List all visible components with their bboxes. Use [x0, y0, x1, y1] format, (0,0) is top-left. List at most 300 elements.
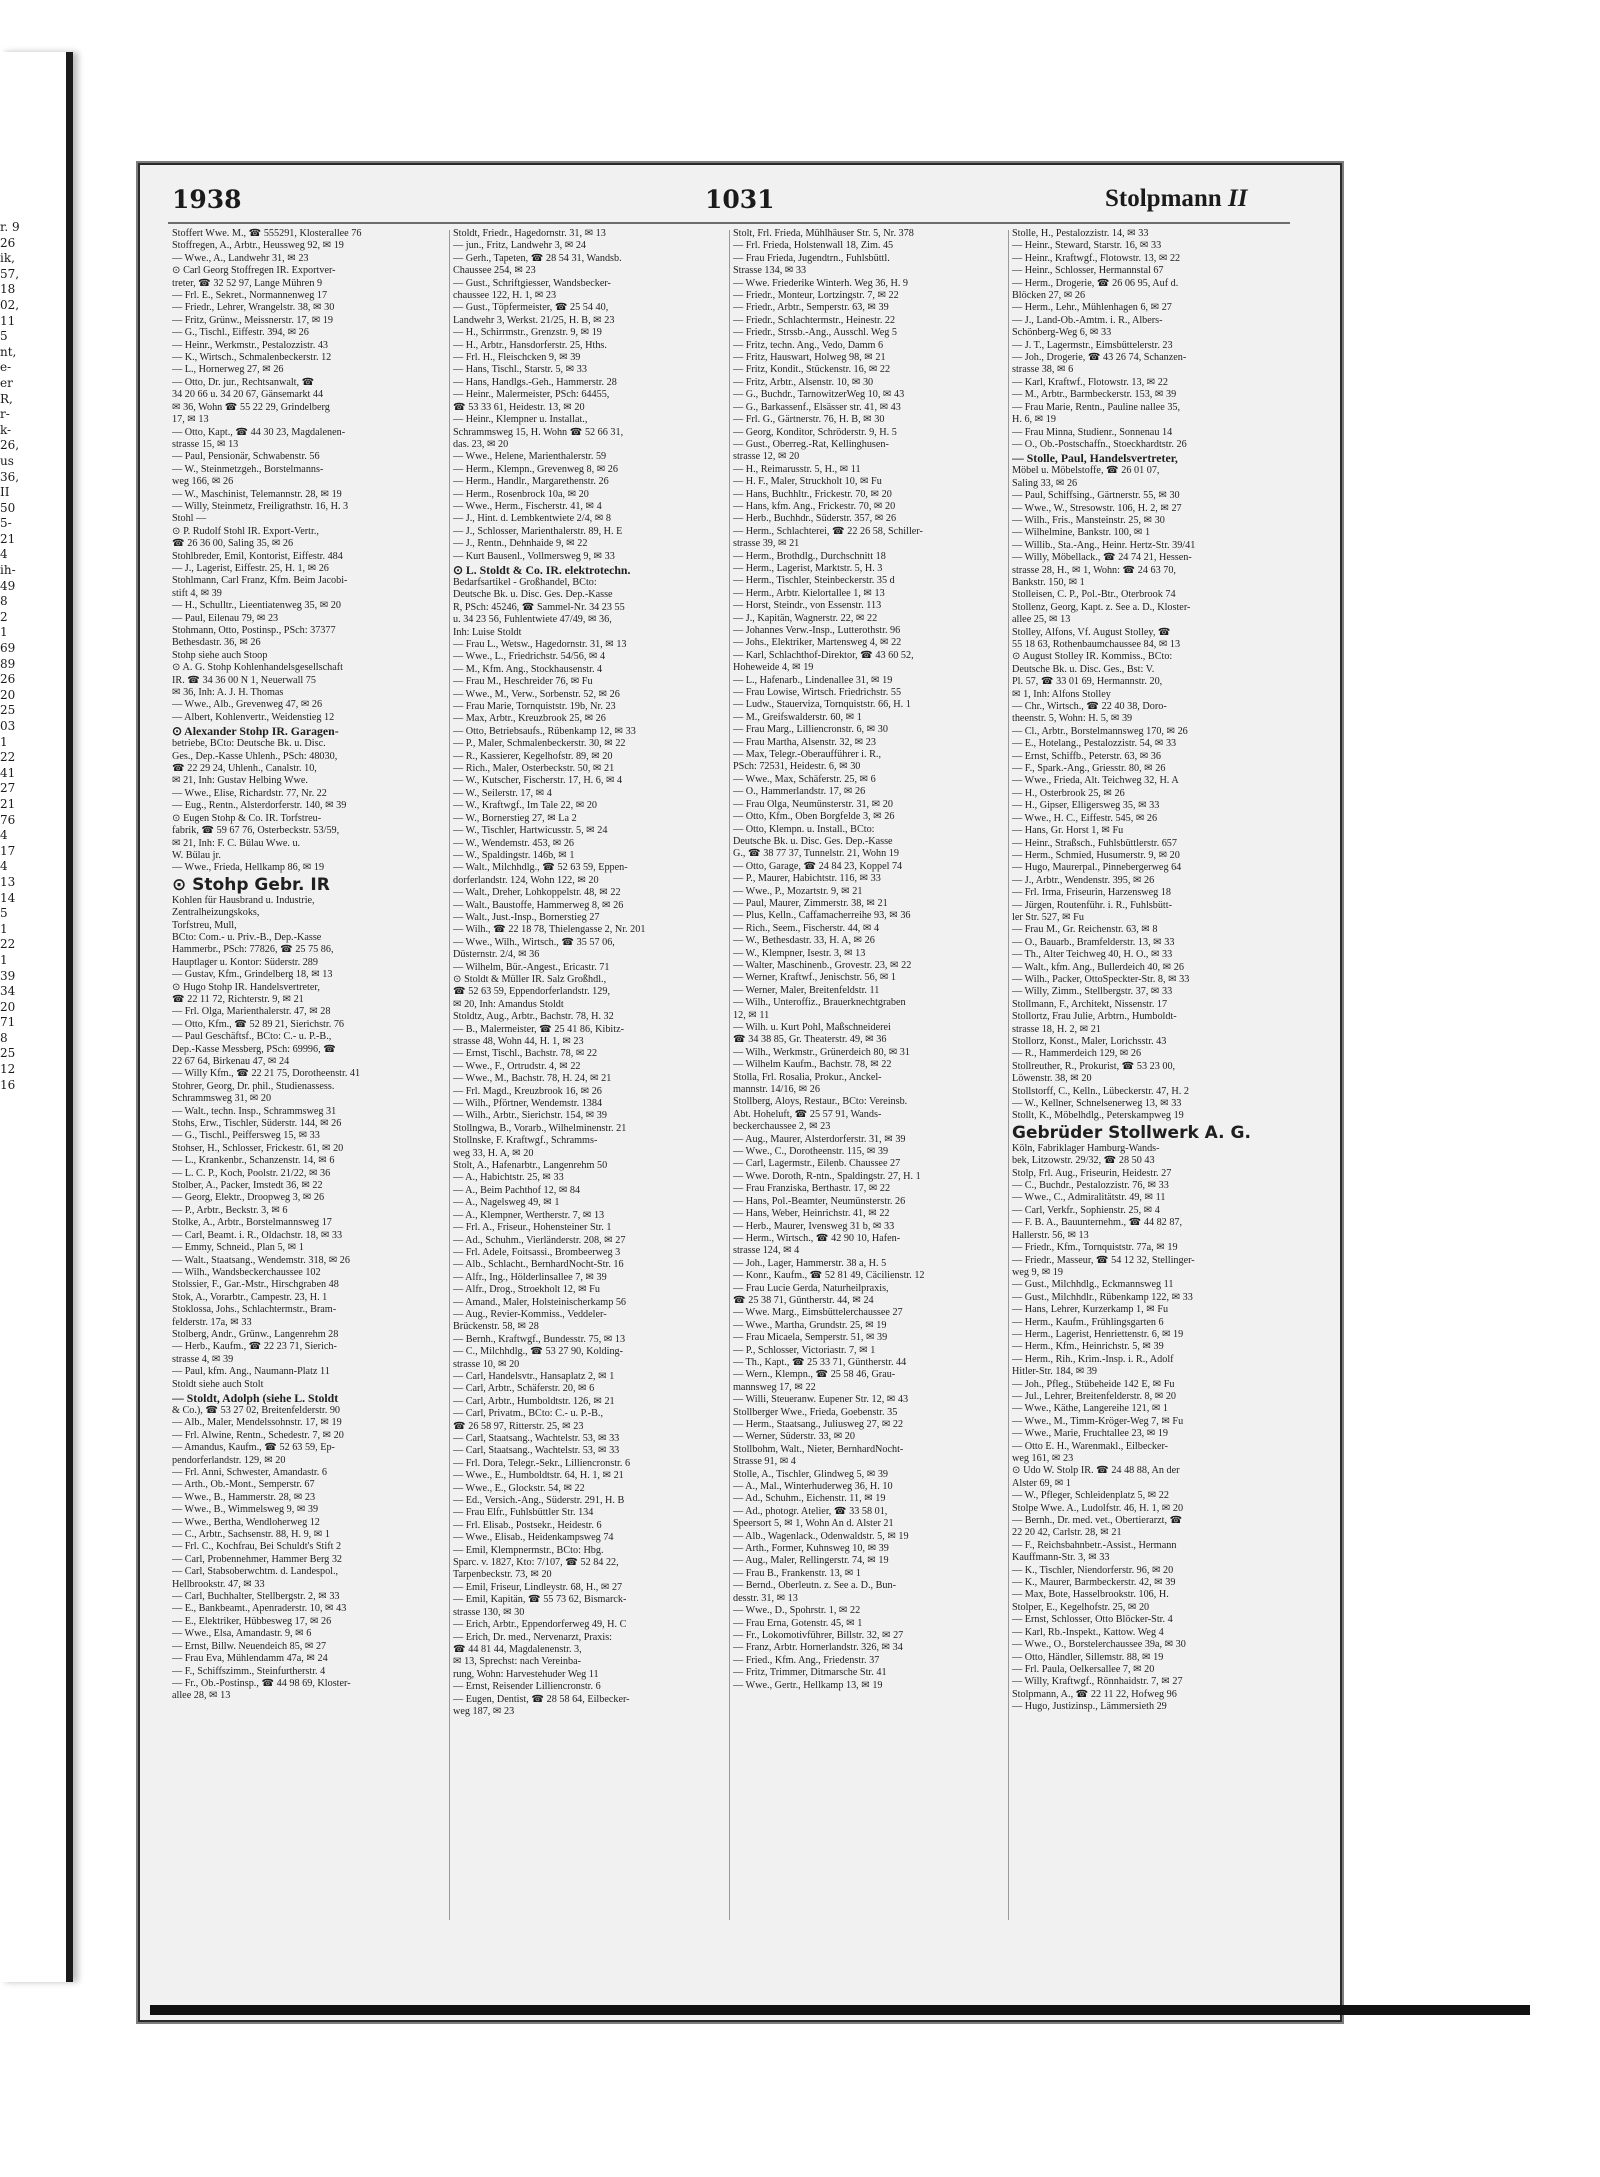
directory-entry: — Max, Telegr.-Oberaufführer i. R., — [733, 749, 882, 761]
previous-page-fragment: 41 — [0, 765, 16, 780]
previous-page-fragment: R, — [0, 391, 13, 406]
directory-entry: — Paul, kfm. Ang., Naumann-Platz 11 — [172, 1366, 330, 1378]
directory-entry: — Wwe., W., Stresowstr. 106, H. 2, ✉ 27 — [1012, 502, 1182, 514]
directory-entry: — Heinr., Kraftwgf., Flotowstr. 13, ✉ 22 — [1012, 252, 1181, 264]
directory-entry: — Carl, Privatm., BCto: C.- u. P.-B., — [453, 1408, 603, 1420]
directory-entry: — Herm., Drogerie, ☎ 26 06 95, Auf d. — [1012, 277, 1179, 289]
directory-entry: — Wwe., Helene, Marienthalerstr. 59 — [453, 451, 607, 463]
directory-entry: — Frau M., Gr. Reichenstr. 63, ✉ 8 — [1012, 924, 1158, 936]
directory-entry: Stolpe Wwe. A., Ludolfstr. 46, H. 1, ✉ 20 — [1012, 1502, 1184, 1514]
previous-page-fragment: 17 — [0, 843, 16, 858]
directory-entry: — E., Elektriker, Hübbesweg 17, ✉ 26 — [172, 1615, 332, 1627]
directory-entry: Stolle, H., Pestalozzistr. 14, ✉ 33 — [1012, 228, 1149, 239]
directory-entry: — Hans, Pol.-Beamter, Neumünsterstr. 26 — [733, 1195, 906, 1207]
directory-entry: — Wwe., B., Hammerstr. 28, ✉ 23 — [172, 1491, 316, 1503]
page-header — [170, 185, 1600, 225]
directory-entry: — J., Schlosser, Marienthalerstr. 89, H. E — [453, 525, 623, 537]
previous-page-fragment: 89 — [0, 656, 16, 671]
directory-entry: — Frau Minna, Studienr., Sonnenau 14 — [1012, 426, 1173, 438]
directory-entry: — Amand., Maler, Holsteinischerkamp 56 — [453, 1296, 627, 1308]
directory-entry: — Joh., Drogerie, ☎ 43 26 74, Schanzen- — [1012, 352, 1187, 364]
directory-entry: Stohp siehe auch Stoop — [172, 649, 268, 661]
directory-entry: — J., Lagerist, Eiffestr. 25, H. 1, ✉ 26 — [172, 562, 329, 574]
directory-entry: — A., Mal., Winterhuderweg 36, H. 10 — [733, 1481, 893, 1493]
directory-entry: — Wwe., Herm., Fischerstr. 41, ✉ 4 — [453, 500, 602, 512]
directory-entry: — F., Schiffszimm., Steinfurtherstr. 4 — [172, 1665, 326, 1677]
directory-entry: — Walt., Dreher, Lohkoppelstr. 48, ✉ 22 — [453, 887, 621, 899]
directory-entry: fabrik, ☎ 59 67 76, Osterbeckstr. 53/59, — [172, 825, 340, 837]
directory-entry: — Emil, Kapitän, ☎ 55 73 62, Bismarck- — [453, 1594, 627, 1606]
directory-entry: Dep.-Kasse Messberg, PSch: 69996, ☎ — [172, 1043, 336, 1055]
directory-entry: — Joh., Lager, Hammerstr. 38 a, H. 5 — [733, 1257, 887, 1269]
directory-entry: — L., Hornerweg 27, ✉ 26 — [172, 364, 284, 376]
directory-entry: Stohlbreder, Emil, Kontorist, Eiffestr. 484 — [172, 550, 343, 562]
directory-entry: Brückenstr. 58, ✉ 28 — [453, 1321, 539, 1333]
directory-entry: Löwenstr. 38, ✉ 20 — [1012, 1073, 1092, 1085]
directory-entry: — Wilhelmine, Bankstr. 100, ✉ 1 — [1012, 527, 1151, 539]
directory-entry: — Wilh., Packer, OttoSpeckter-Str. 8, ✉ 33 — [1012, 973, 1190, 985]
directory-entry: — Wwe., Elise, Richardstr. 77, Nr. 22 — [172, 787, 327, 799]
directory-entry: — Frl. A., Friseur., Hohensteiner Str. 1 — [453, 1222, 612, 1234]
directory-entry: — Johs., Elektriker, Martensweg 4, ✉ 22 — [733, 637, 902, 649]
directory-entry: — Otto, Betriebsaufs., Rübenkamp 12, ✉ 33 — [453, 725, 636, 737]
directory-entry: Stohs, Erw., Tischler, Süderstr. 144, ✉ 26 — [172, 1118, 342, 1130]
directory-entry: Hitler-Str. 184, ✉ 39 — [1012, 1366, 1098, 1378]
directory-entry: G., ☎ 38 77 37, Tunnelstr. 21, Wohn 19 — [733, 848, 899, 860]
directory-entry: Stolper, E., Kegelhofstr. 25, ✉ 20 — [1012, 1601, 1150, 1613]
directory-entry: allee 25, ✉ 13 — [1012, 614, 1071, 626]
directory-entry: & Co.), ☎ 53 27 02, Breitenfelderstr. 90 — [172, 1404, 341, 1416]
directory-entry: Gebrüder Stollwerk A. G. — [1012, 1122, 1251, 1143]
directory-entry: ✉ 36, Inh: A. J. H. Thomas — [172, 687, 284, 699]
directory-entry: — Fritz, Arbtr., Alsenstr. 10, ✉ 30 — [733, 376, 874, 388]
directory-entry: Stollbohm, Walt., Nieter, BernhardNocht- — [733, 1443, 904, 1455]
directory-entry: — Frau Marie, Rentn., Pauline nallee 35, — [1012, 401, 1181, 413]
directory-entry: — Frau Lowise, Wirtsch. Friedrichstr. 55 — [733, 687, 902, 699]
directory-entry: — Rich., Maler, Osterbeckstr. 50, ✉ 21 — [453, 763, 615, 775]
directory-entry: — W., Kellner, Schnelsenerweg 13, ✉ 33 — [1012, 1098, 1182, 1110]
directory-entry: ⊙ Carl Georg Stoffregen IR. Exportver- — [172, 265, 336, 277]
directory-entry: Hoheweide 4, ✉ 19 — [733, 662, 814, 674]
directory-entry: — Hans, Gr. Horst 1, ✉ Fu — [1012, 825, 1124, 837]
directory-entry: H. 6, ✉ 19 — [1012, 414, 1056, 426]
directory-entry: — Fritz, Hauswart, Holweg 98, ✉ 21 — [733, 352, 886, 364]
directory-entry: strasse 39, ✉ 21 — [733, 538, 800, 550]
directory-entry: — Friedr., Lehrer, Wrangelstr. 38, ✉ 30 — [172, 302, 335, 314]
directory-entry: treter, ☎ 32 52 97, Lange Mühren 9 — [172, 277, 323, 289]
directory-entry: Hauptlager u. Kontor: Süderstr. 289 — [172, 956, 318, 968]
previous-page-fragment: 21 — [0, 531, 16, 546]
directory-entry: — M., Kfm. Ang., Stockhausenstr. 4 — [453, 663, 603, 675]
directory-entry: — R., Kassierer, Kegelhofstr. 89, ✉ 20 — [453, 750, 613, 762]
previous-page-fragment: ik, — [0, 251, 15, 266]
directory-entry: Stohrer, Georg, Dr. phil., Studienassess. — [172, 1080, 335, 1092]
directory-entry: — Max, Bote, Hasselbrookstr. 106, H. — [1012, 1589, 1169, 1601]
directory-entry: — Frau Martha, Alsenstr. 32, ✉ 23 — [733, 736, 876, 748]
directory-entry: — L. C. P., Koch, Poolstr. 21/22, ✉ 36 — [172, 1167, 331, 1179]
directory-entry: — J., Land-Ob.-Amtm. i. R., Albers- — [1012, 314, 1163, 326]
directory-entry: Alster 69, ✉ 1 — [1012, 1477, 1071, 1489]
directory-entry: — K., Tischler, Niendorferstr. 96, ✉ 20 — [1012, 1564, 1174, 1576]
previous-page-fragment: 8 — [0, 594, 8, 609]
directory-entry: strasse 18, H. 2, ✉ 21 — [1012, 1023, 1101, 1035]
directory-entry: — Ernst, Schlosser, Otto Blöcker-Str. 4 — [1012, 1614, 1173, 1626]
previous-page-fragment: er — [0, 375, 13, 390]
directory-entry: — Carl, Verkfr., Sophienstr. 25, ✉ 4 — [1012, 1204, 1160, 1216]
directory-entry: — jun., Fritz, Landwehr 3, ✉ 24 — [453, 240, 587, 252]
directory-entry: — Willy, Kraftwgf., Rönnhaidstr. 7, ✉ 27 — [1012, 1676, 1183, 1688]
directory-entry: — A., Beim Pachthof 12, ✉ 84 — [453, 1184, 581, 1196]
directory-entry: ✉ 21, Inh: Gustav Helbing Wwe. — [172, 775, 308, 787]
directory-entry: ☎ 44 81 44, Magdalenenstr. 3, — [453, 1643, 582, 1655]
directory-entry: — Frl. G., Gärtnerstr. 76, H. B, ✉ 30 — [733, 414, 885, 426]
directory-entry: — Friedr., Monteur, Lortzingstr. 7, ✉ 22 — [733, 290, 899, 302]
directory-entry: — Walt., Just.-Insp., Bornerstieg 27 — [453, 911, 600, 923]
previous-page-fragment: 12 — [0, 1062, 16, 1077]
directory-entry: Stohlmann, Carl Franz, Kfm. Beim Jacobi- — [172, 575, 348, 587]
directory-entry: — Wwe. Doroth, R-ntn., Spaldingstr. 27, H. 1 — [733, 1170, 921, 1182]
previous-page-fragment: 71 — [0, 1015, 16, 1030]
directory-entry: Blöcken 27, ✉ 26 — [1012, 290, 1086, 302]
directory-entry: — Wern., Klempn., ☎ 25 58 46, Grau- — [733, 1369, 896, 1381]
directory-entry: Stolt, A., Hafenarbtr., Langenrehm 50 — [453, 1160, 608, 1172]
directory-entry: — Wwe., C., Dorotheenstr. 115, ✉ 39 — [733, 1146, 889, 1158]
directory-entry: — Frl. Dora, Telegr.-Sekr., Lilliencronstr. 6 — [453, 1457, 631, 1469]
directory-entry: pendorferlandstr. 129, ✉ 20 — [172, 1454, 286, 1466]
directory-entry: — Ed., Versich.-Ang., Süderstr. 291, H. B — [453, 1495, 625, 1507]
directory-entry: — Eug., Rentn., Alsterdorferstr. 140, ✉ 39 — [172, 800, 347, 812]
directory-entry: — Alb., Wagenlack., Odenwaldstr. 5, ✉ 19 — [733, 1530, 909, 1542]
column-divider — [449, 230, 450, 1920]
directory-entry: Kauffmann-Str. 3, ✉ 33 — [1012, 1552, 1110, 1564]
directory-entry: — Heinr., Straßsch., Fuhlsbüttlerstr. 657 — [1012, 837, 1177, 849]
directory-entry: — H., Reimarusstr. 5, H., ✉ 11 — [733, 463, 861, 475]
directory-entry: — Th., Kapt., ☎ 25 33 71, Güntherstr. 44 — [733, 1356, 907, 1368]
directory-entry: ⊙ August Stolley IR. Kommiss., BCto: — [1012, 651, 1173, 663]
directory-entry: — Friedr., Strssb.-Ang., Ausschl. Weg 5 — [733, 327, 897, 339]
directory-entry: Kohlen für Hausbrand u. Industrie, — [172, 894, 315, 906]
directory-entry: strasse 124, ✉ 4 — [733, 1245, 800, 1257]
directory-entry: rung, Wohn: Harvestehuder Weg 11 — [453, 1668, 599, 1680]
directory-entry: — G., Tischl., Peiffersweg 15, ✉ 33 — [172, 1130, 320, 1142]
directory-entry: — Fritz, techn. Ang., Vedo, Damm 6 — [733, 339, 884, 351]
directory-entry: — H., Osterbrook 25, ✉ 26 — [1012, 787, 1125, 799]
directory-entry: Stollberg, Aloys, Restaur., BCto: Vereinsb. — [733, 1096, 908, 1108]
directory-entry: — Walt., Milchhdlg., ☎ 52 63 59, Eppen- — [453, 862, 628, 874]
directory-entry: — Emil, Friseur, Lindleystr. 68, H., ✉ 27 — [453, 1581, 623, 1593]
previous-page-fragment: e- — [0, 360, 12, 375]
directory-entry: — W., Bethesdastr. 33, H. A, ✉ 26 — [733, 935, 875, 947]
directory-entry: betriebe, BCto: Deutsche Bk. u. Disc. — [172, 738, 326, 750]
directory-entry: Stollstorff, C., Kelln., Lübeckerstr. 47, H. 2 — [1012, 1085, 1189, 1097]
directory-entry: ✉ 36, Wohn ☎ 55 22 29, Grindelberg — [172, 401, 330, 413]
directory-entry: — Arth., Ob.-Mont., Semperstr. 67 — [172, 1479, 315, 1491]
directory-entry: — J., Hint. d. Lembkentwiete 2/4, ✉ 8 — [453, 513, 611, 525]
directory-entry: — Arth., Former, Kuhnsweg 10, ✉ 39 — [733, 1543, 889, 1555]
directory-entry: — Alfr., Ing., Hölderlinsallee 7, ✉ 39 — [453, 1271, 607, 1283]
previous-page-fragment: 5 — [0, 906, 8, 921]
previous-page-fragment: 57, — [0, 266, 20, 281]
directory-entry: — Emmy, Schneid., Plan 5, ✉ 1 — [172, 1242, 304, 1254]
directory-entry: Hallerstr. 56, ✉ 13 — [1012, 1229, 1089, 1241]
directory-entry: — J. T., Lagermstr., Eimsbüttelerstr. 23 — [1012, 339, 1173, 351]
directory-entry: — Frau Marg., Lilliencronstr. 6, ✉ 30 — [733, 724, 888, 736]
directory-entry: 22 20 42, Carlstr. 28, ✉ 21 — [1012, 1527, 1122, 1539]
directory-entry: — Kurt Bausenl., Vollmersweg 9, ✉ 33 — [453, 550, 615, 562]
directory-entry: — Frau Franziska, Berthastr. 17, ✉ 22 — [733, 1183, 891, 1195]
directory-entry: — Wwe., Gertr., Hellkamp 13, ✉ 19 — [733, 1679, 883, 1691]
directory-entry: — Wwe. Friederike Winterh. Weg 36, H. 9 — [733, 277, 909, 289]
directory-entry: ⊙ L. Stoldt & Co. IR. elektrotechn. — [453, 562, 631, 577]
directory-entry: — Amandus, Kaufm., ☎ 52 63 59, Ep- — [172, 1442, 335, 1454]
directory-entry: ⊙ Hugo Stohp IR. Handelsvertreter, — [172, 981, 320, 993]
directory-entry: — Chr., Wirtsch., ☎ 22 40 38, Doro- — [1012, 701, 1167, 713]
directory-entry: ✉ 21, Inh: F. C. Bülau Wwe. u. — [172, 837, 301, 849]
directory-entry: — Max, Arbtr., Kreuzbrook 25, ✉ 26 — [453, 713, 606, 725]
directory-entry: — Wwe., O., Borstelerchaussee 39a, ✉ 30 — [1012, 1639, 1186, 1651]
previous-page-fragment: 1 — [0, 952, 8, 967]
directory-entry: — Karl, Schlachthof-Direktor, ☎ 43 60 52, — [733, 649, 914, 661]
directory-entry: — Heinr., Klempner u. Installat., — [453, 414, 588, 426]
directory-entry: Stolleisen, C. P., Pol.-Btr., Oterbrook 74 — [1012, 589, 1176, 601]
directory-entry: mannstr. 14/16, ✉ 26 — [733, 1084, 820, 1096]
directory-entry: — Carl, Buchhalter, Stellbergstr. 2, ✉ 33 — [172, 1591, 340, 1603]
directory-entry: Hammerbr., PSch: 77826, ☎ 25 75 86, — [172, 944, 334, 956]
previous-page-fragment: nt, — [0, 344, 17, 359]
directory-entry: — Herm., Schlachterei, ☎ 22 26 58, Schiller- — [733, 525, 923, 537]
previous-page-fragment: r- — [0, 407, 10, 422]
directory-entry: — Ernst, Schiffb., Peterstr. 63, ✉ 36 — [1012, 750, 1161, 762]
previous-page-fragment: II — [0, 485, 10, 500]
directory-entry: — Friedr., Schlachtermstr., Heinestr. 22 — [733, 314, 896, 326]
directory-entry: — Fr., Ob.-Postinsp., ☎ 44 98 69, Kloster- — [172, 1677, 351, 1689]
directory-entry: — Jürgen, Routenführ. i. R., Fuhlsbütt- — [1012, 899, 1172, 911]
directory-entry: ler Str. 527, ✉ Fu — [1012, 911, 1084, 923]
directory-entry: — Gust., Milchhdlr., Rübenkamp 122, ✉ 33 — [1012, 1291, 1193, 1303]
previous-page-fragment: 18 — [0, 282, 16, 297]
running-head-section: II — [1227, 185, 1248, 212]
directory-entry: — Herm., Lagerist, Marktstr. 5, H. 3 — [733, 562, 883, 574]
previous-page-fragment: 4 — [0, 859, 8, 874]
directory-entry: — Alb., Schlacht., BernhardNocht-Str. 16 — [453, 1259, 624, 1271]
directory-entry: stift 4, ✉ 39 — [172, 587, 222, 599]
directory-entry: — Ernst, Tischl., Bachstr. 78, ✉ 22 — [453, 1048, 598, 1060]
directory-entry: — Ad., Schuhm., Vierländerstr. 208, ✉ 27 — [453, 1234, 626, 1246]
directory-entry: — Wwe., Martha, Grundstr. 25, ✉ 19 — [733, 1319, 887, 1331]
directory-entry: IR. ☎ 34 36 00 N 1, Neuerwall 75 — [172, 674, 316, 686]
directory-entry: — Georg, Elektr., Droopweg 3, ✉ 26 — [172, 1192, 325, 1204]
directory-entry: — Bernd., Oberleutn. z. See a. D., Bun- — [733, 1580, 896, 1592]
directory-entry: — Frau Frieda, Jugendtrn., Fuhlsbüttl. — [733, 252, 890, 264]
directory-entry: — Otto, Klempn. u. Install., BCto: — [733, 823, 875, 835]
directory-entry: — Wwe., Wilh., Wirtsch., ☎ 35 57 06, — [453, 936, 615, 948]
directory-entry: — Otto, Kfm., ☎ 52 89 21, Sierichstr. 76 — [172, 1018, 345, 1030]
directory-entry: ✉ 13, Sprechst: nach Vereinba- — [453, 1656, 582, 1668]
directory-entry: — K., Maurer, Barmbeckerstr. 42, ✉ 39 — [1012, 1577, 1176, 1589]
directory-entry: — Wwe., Alb., Grevenweg 47, ✉ 26 — [172, 699, 323, 711]
directory-entry: — Walt., kfm. Ang., Bullerdeich 40, ✉ 26 — [1012, 961, 1184, 973]
previous-page-fragment: 26 — [0, 672, 16, 687]
directory-entry: — Friedr., Masseur, ☎ 54 12 32, Stellinger- — [1012, 1254, 1195, 1266]
directory-entry: — Frau Lucie Gerda, Naturheilpraxis, — [733, 1282, 889, 1294]
directory-entry: PSch: 72531, Heidestr. 6, ✉ 30 — [733, 761, 861, 773]
directory-entry: — A., Klempner, Wertherstr. 7, ✉ 13 — [453, 1209, 605, 1221]
previous-page-fragment: 76 — [0, 812, 16, 827]
directory-entry: — W., Steinmetzgeh., Borstelmanns- — [172, 463, 324, 475]
directory-entry: — Frl. Anni, Schwester, Amandastr. 6 — [172, 1467, 327, 1478]
directory-entry: — W., Tischler, Hartwicusstr. 5, ✉ 24 — [453, 825, 608, 837]
directory-entry: — Walt., Staatsang., Wendemstr. 318, ✉ 26 — [172, 1254, 350, 1266]
directory-entry: Stoldt, Friedr., Hagedornstr. 31, ✉ 13 — [453, 228, 606, 239]
directory-entry: — Aug., Maler, Rellingerstr. 74, ✉ 19 — [733, 1555, 889, 1567]
directory-entry: — Wilh., Arbtr., Sierichstr. 154, ✉ 39 — [453, 1110, 607, 1122]
directory-entry: — Aug., Maurer, Alsterdorferstr. 31, ✉ 39 — [733, 1133, 906, 1145]
directory-entry: — G., Tischl., Eiffestr. 394, ✉ 26 — [172, 327, 309, 339]
directory-entry: Stolt, Frl. Frieda, Mühlhäuser Str. 5, Nr. 378 — [733, 228, 914, 239]
directory-entry: — Frl. Paula, Oelkersallee 7, ✉ 20 — [1012, 1663, 1155, 1675]
directory-entry: allee 28, ✉ 13 — [172, 1690, 231, 1702]
directory-entry: Stollenz, Georg, Kapt. z. See a. D., Kloster- — [1012, 601, 1191, 613]
directory-entry: — E., Hotelang., Pestalozzistr. 54, ✉ 33 — [1012, 738, 1177, 750]
previous-page-fragment: 8 — [0, 1030, 8, 1045]
directory-entry: — Wilh. u. Kurt Pohl, Maßschneiderei — [733, 1022, 891, 1033]
directory-entry: strasse 15, ✉ 13 — [172, 438, 239, 450]
directory-entry: Stolle, A., Tischler, Glindweg 5, ✉ 39 — [733, 1468, 889, 1480]
directory-entry: — H., Schulltr., Lieentiatenweg 35, ✉ 20 — [172, 600, 341, 612]
directory-entry: Inh: Luise Stoldt — [453, 626, 522, 638]
previous-page-fragment: us — [0, 453, 14, 468]
directory-entry: Stollorz, Konst., Maler, Lorichsstr. 43 — [1012, 1036, 1167, 1047]
directory-entry: — Wwe., L., Friedrichstr. 54/56, ✉ 4 — [453, 651, 606, 663]
directory-entry: — Frl. Irma, Friseurin, Harzensweg 18 — [1012, 887, 1172, 899]
directory-entry: — Otto, Dr. jur., Rechtsanwalt, ☎ — [172, 376, 315, 388]
directory-entry: — Wwe., Elsa, Amandastr. 9, ✉ 6 — [172, 1628, 312, 1640]
directory-entry: weg 33, H. A, ✉ 20 — [453, 1147, 534, 1159]
directory-entry: — Eugen, Dentist, ☎ 28 58 64, Eilbecker- — [453, 1693, 630, 1705]
previous-page-fragment: 11 — [0, 313, 16, 328]
directory-entry: Stoffregen, A., Arbtr., Heussweg 92, ✉ 19 — [172, 240, 344, 252]
directory-entry: — Wwe., P., Mozartstr. 9, ✉ 21 — [733, 885, 863, 897]
directory-entry: — Willy Kfm., ☎ 22 21 75, Dorotheenstr. 41 — [172, 1068, 361, 1080]
directory-entry: — Herm., Kfm., Heinrichstr. 5, ✉ 39 — [1012, 1341, 1164, 1353]
directory-entry: — Erich, Dr. med., Nervenarzt, Praxis: — [453, 1631, 612, 1643]
directory-entry: — Jul., Lehrer, Breitenfelderstr. 8, ✉ 20 — [1012, 1390, 1177, 1402]
directory-entry: — Herb., Kaufm., ☎ 22 23 71, Sierich- — [172, 1341, 337, 1353]
directory-entry: — P., Schlosser, Victoriastr. 7, ✉ 1 — [733, 1344, 876, 1356]
directory-entry: Stoldt siehe auch Stolt — [172, 1378, 264, 1390]
directory-entry: — C., Milchhdlg., ☎ 53 27 90, Kolding- — [453, 1346, 624, 1358]
previous-page-fragment: 34 — [0, 984, 16, 999]
directory-entry: dorferlandstr. 124, Wohn 122, ✉ 20 — [453, 874, 599, 886]
directory-entry: — Bernh., Dr. med. vet., Obertierarzt, ☎ — [1012, 1515, 1183, 1527]
directory-entry: — Carl, Staatsang., Wachtelstr. 53, ✉ 33 — [453, 1445, 620, 1457]
directory-entry: — Georg, Konditor, Schröderstr. 9, H. 5 — [733, 426, 897, 438]
directory-entry: — Otto, Kfm., Oben Borgfelde 3, ✉ 26 — [733, 811, 895, 823]
directory-entry: Speersort 5, ✉ 1, Wohn An d. Alster 21 — [733, 1518, 894, 1530]
directory-entry: — Heinr., Malermeister, PSch: 64455, — [453, 389, 610, 401]
directory-entry: — Wilh., ☎ 22 18 78, Thielengasse 2, Nr. 201 — [453, 924, 646, 936]
directory-entry: — Otto E. H., Warenmakl., Eilbecker- — [1012, 1440, 1169, 1452]
directory-entry: — Bernh., Kraftwgf., Bundesstr. 75, ✉ 13 — [453, 1333, 626, 1345]
directory-entry: Stollberger Wwe., Frieda, Goebenstr. 35 — [733, 1406, 898, 1418]
directory-entry: — Hans, Handlgs.-Geh., Hammerstr. 28 — [453, 376, 617, 388]
previous-page-fragment: 50 — [0, 500, 16, 515]
directory-entry: strasse 130, ✉ 30 — [453, 1606, 525, 1618]
directory-entry: strasse 28, H., ✉ 1, Wohn: ☎ 24 63 70, — [1012, 564, 1176, 576]
directory-entry: Stollnske, F. Kraftwgf., Schramms- — [453, 1135, 598, 1147]
directory-entry: — Ludw., Stauerviza, Tornquiststr. 66, H. 1 — [733, 699, 911, 711]
previous-page-fragment: 4 — [0, 828, 8, 843]
directory-entry: — Frau Micaela, Semperstr. 51, ✉ 39 — [733, 1332, 888, 1344]
directory-entry: — Wwe., Käthe, Langereihe 121, ✉ 1 — [1012, 1403, 1169, 1415]
directory-entry: 55 18 63, Rothenbaumchaussee 84, ✉ 13 — [1012, 639, 1181, 650]
directory-entry: — Wwe., M., Verw., Sorbenstr. 52, ✉ 26 — [453, 688, 620, 700]
header-rule — [168, 222, 1290, 224]
previous-page-fragment: 16 — [0, 1077, 16, 1092]
column-divider — [729, 230, 730, 1920]
directory-entry: ✉ 20, Inh: Amandus Stoldt — [453, 998, 564, 1010]
directory-entry: — Carl, Arbtr., Humboldtstr. 126, ✉ 21 — [453, 1395, 615, 1407]
directory-entry: — W., Klempner, Isestr. 3, ✉ 13 — [733, 947, 866, 959]
directory-entry: Köln, Fabriklager Hamburg-Wands- — [1012, 1142, 1160, 1154]
previous-page-fragment: 39 — [0, 968, 16, 983]
directory-entry: Strasse 134, ✉ 33 — [733, 265, 807, 277]
directory-entry: — Wwe., Elisab., Heidenkampsweg 74 — [453, 1532, 614, 1544]
directory-entry: mannsweg 17, ✉ 22 — [733, 1381, 816, 1393]
directory-entry: — E., Bankbeamt., Apenraderstr. 10, ✉ 43 — [172, 1603, 347, 1615]
directory-entry: W. Bülau jr. — [172, 849, 221, 861]
directory-entry: — Paul Geschäftsf., BCto: C.- u. P.-B., — [172, 1031, 332, 1043]
directory-entry: — Otto, Kapt., ☎ 44 30 23, Magdalenen- — [172, 426, 346, 438]
directory-entry: Stollmann, F., Architekt, Nissenstr. 17 — [1012, 998, 1168, 1010]
directory-entry: Stoklossa, Johs., Schlachtermstr., Bram- — [172, 1304, 337, 1316]
previous-page-fragment: 2 — [0, 609, 8, 624]
directory-entry: Stollreuther, R., Prokurist, ☎ 53 23 00, — [1012, 1060, 1176, 1072]
directory-entry: — Walt., Baustoffe, Hammerweg 8, ✉ 26 — [453, 899, 624, 911]
previous-page-fragment: 26, — [0, 438, 20, 453]
directory-entry: beckerchaussee 2, ✉ 23 — [733, 1121, 831, 1133]
directory-entry: — Heinr., Schlosser, Hermannstal 67 — [1012, 265, 1164, 277]
directory-entry: Stolberg, Andr., Grünw., Langenrehm 28 — [172, 1328, 339, 1340]
directory-entry: Sparc. v. 1827, Kto: 7/107, ☎ 52 84 22, — [453, 1557, 619, 1569]
directory-entry: R, PSch: 45246, ☎ Sammel-Nr. 34 23 55 — [453, 601, 625, 613]
directory-entry: — Karl, Rb.-Inspekt., Kattow. Weg 4 — [1012, 1626, 1164, 1638]
directory-entry: — Wwe., Marie, Fruchtallee 23, ✉ 19 — [1012, 1428, 1169, 1440]
directory-entry: — Erich, Arbtr., Eppendorferweg 49, H. C — [453, 1619, 627, 1631]
previous-page-fragment: k- — [0, 422, 12, 437]
directory-entry: Strasse 91, ✉ 4 — [733, 1456, 796, 1468]
directory-entry: — Carl, Beamt. i. R., Oldachstr. 18, ✉ 33 — [172, 1229, 343, 1241]
directory-entry: — Walter, Maschinenb., Grovestr. 23, ✉ 22 — [733, 959, 912, 971]
directory-entry: — W., Pfleger, Schleidenplatz 5, ✉ 22 — [1012, 1490, 1169, 1502]
directory-entry: Saling 33, ✉ 26 — [1012, 477, 1078, 489]
directory-entry: — Wilh., Unteroffiz., Brauerknechtgraben — [733, 997, 906, 1009]
directory-entry: — W., Seilerstr. 17, ✉ 4 — [453, 787, 552, 799]
directory-entry: Möbel u. Möbelstoffe, ☎ 26 01 07, — [1012, 465, 1160, 477]
directory-entry: ☎ 52 63 59, Eppendorferlandstr. 129, — [453, 986, 610, 998]
previous-page-fragments — [0, 220, 24, 1093]
directory-entry: — Otto, Händler, Sillemstr. 88, ✉ 19 — [1012, 1651, 1164, 1663]
directory-entry: — Wwe., C., Admiralitätstr. 49, ✉ 11 — [1012, 1192, 1166, 1204]
directory-entry: ⊙ P. Rudolf Stohl IR. Export-Vertr., — [172, 525, 319, 537]
directory-entry: Deutsche Bk. u. Disc. Ges. Dep.-Kasse — [733, 835, 893, 847]
directory-entry: Stollngwa, B., Vorarb., Wilhelminenstr. 21 — [453, 1122, 627, 1134]
directory-entry: — Herm., Klempn., Grevenweg 8, ✉ 26 — [453, 463, 618, 475]
directory-column-4 — [1012, 228, 1287, 1928]
directory-entry: — Aug., Revier-Kommiss., Veddeler- — [453, 1308, 607, 1320]
directory-entry: — W., Wendemstr. 453, ✉ 26 — [453, 837, 575, 849]
directory-entry: — Frau B., Frankenstr. 13, ✉ 1 — [733, 1567, 861, 1579]
